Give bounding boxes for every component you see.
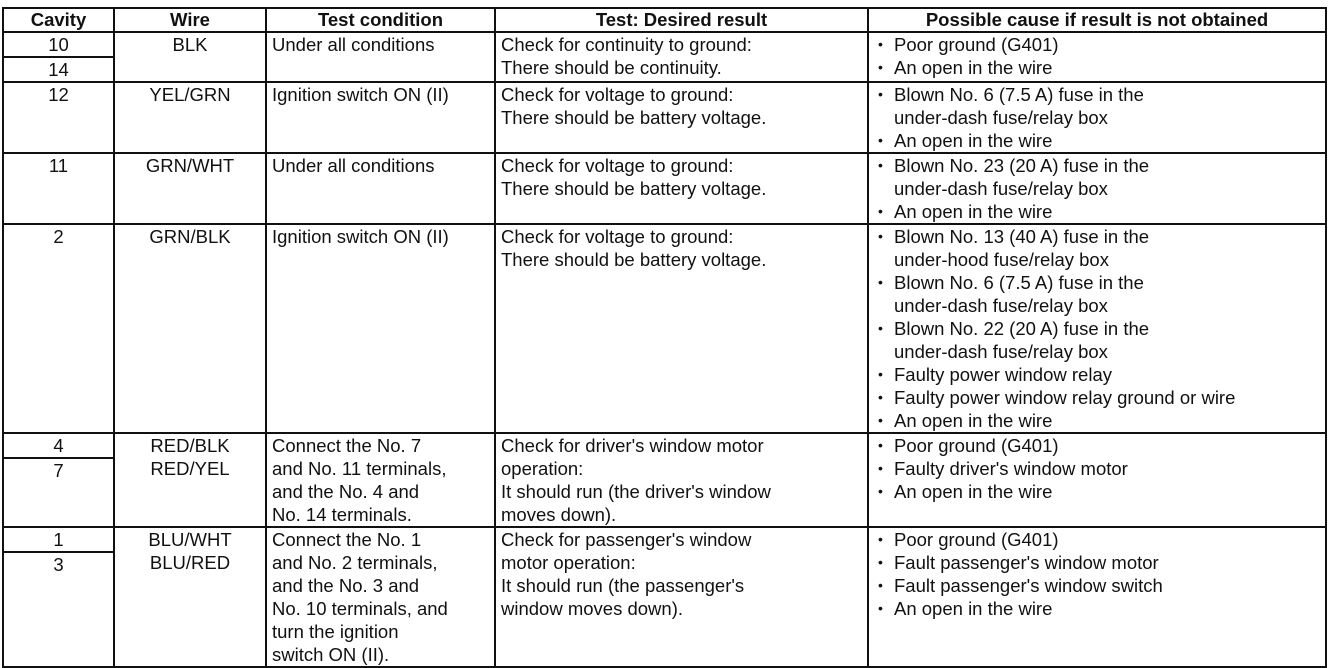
cause-item [874, 457, 1320, 480]
result-line: There should be continuity. [501, 57, 722, 78]
table-row [3, 32, 1326, 82]
wire-cell [114, 82, 266, 153]
condition-line: and the No. 3 and [272, 575, 420, 596]
test-condition-cell [266, 433, 495, 527]
possible-cause-cell [868, 433, 1326, 527]
condition-line: No. 14 terminals. [272, 504, 412, 525]
cause-text: under-dash fuse/relay box [894, 107, 1108, 128]
condition-line: No. 10 terminals, and [272, 598, 448, 619]
cause-text: • Poor ground (G401) [894, 435, 1059, 456]
cause-item [874, 83, 1320, 129]
cause-item [874, 33, 1320, 56]
possible-cause-cell [868, 527, 1326, 667]
cavity-number: 4 [4, 434, 113, 459]
wire-color: RED/BLK [150, 435, 230, 456]
wire-color: BLU/WHT [148, 529, 232, 550]
cause-item [874, 386, 1320, 409]
cause-item [874, 225, 1320, 271]
cause-text: under-hood fuse/relay box [894, 249, 1109, 270]
table-row [3, 82, 1326, 153]
cause-text: under-dash fuse/relay box [894, 178, 1108, 199]
desired-result-cell [495, 527, 868, 667]
cause-item [874, 317, 1320, 363]
cavity-number: 10 [4, 33, 113, 58]
result-line: Check for passenger's window [501, 529, 752, 550]
cause-item [874, 434, 1320, 457]
cavity-number: 12 [48, 84, 69, 105]
cause-text: under-dash fuse/relay box [894, 341, 1108, 362]
result-line: Check for voltage to ground: [501, 226, 734, 247]
cause-item [874, 154, 1320, 200]
cavity-number: 2 [53, 226, 64, 247]
cause-text: • An open in the wire [894, 201, 1053, 222]
possible-cause-cell [868, 224, 1326, 433]
table-row [3, 224, 1326, 433]
result-line: Check for voltage to ground: [501, 84, 734, 105]
cavity-number: 7 [53, 460, 64, 481]
cause-text: • An open in the wire [894, 481, 1053, 502]
condition-line: turn the ignition [272, 621, 399, 642]
test-condition-cell [266, 153, 495, 224]
cavity-cell [3, 32, 114, 82]
header-wire: Wire [114, 8, 266, 32]
wire-cell [114, 32, 266, 82]
wire-color: GRN/WHT [145, 155, 235, 176]
wire-color: RED/YEL [150, 458, 230, 479]
condition-line: Connect the No. 7 [272, 435, 422, 456]
cause-item [874, 409, 1320, 432]
cause-text: • Blown No. 13 (40 A) fuse in the [894, 226, 1150, 247]
result-line: It should run (the driver's window [501, 481, 771, 502]
wire-color: GRN/BLK [149, 226, 231, 247]
desired-result-cell [495, 32, 868, 82]
cause-item [874, 551, 1320, 574]
result-line: operation: [501, 458, 584, 479]
header-desired-result: Test: Desired result [495, 8, 868, 32]
cause-text: • Faulty power window relay ground or wire [894, 387, 1236, 408]
cause-item [874, 574, 1320, 597]
possible-cause-cell [868, 82, 1326, 153]
result-line: There should be battery voltage. [501, 178, 767, 199]
wire-cell [114, 433, 266, 527]
condition-line: and No. 11 terminals, [272, 458, 447, 479]
result-line: motor operation: [501, 552, 636, 573]
cause-text: • An open in the wire [894, 410, 1053, 431]
result-line: Check for driver's window motor [501, 435, 764, 456]
cause-item [874, 271, 1320, 317]
result-line: It should run (the passenger's [501, 575, 745, 596]
cavity-number: 3 [53, 554, 64, 575]
cause-item [874, 528, 1320, 551]
cause-text: • An open in the wire [894, 598, 1053, 619]
result-line: Check for voltage to ground: [501, 155, 734, 176]
test-condition-cell [266, 32, 495, 82]
cause-item [874, 597, 1320, 620]
cavity-number: 11 [48, 155, 69, 176]
desired-result-cell [495, 433, 868, 527]
possible-cause-cell [868, 153, 1326, 224]
cause-item [874, 480, 1320, 503]
cavity-number: 14 [48, 59, 69, 80]
condition-line: Under all conditions [272, 34, 435, 55]
cause-text: • Blown No. 23 (20 A) fuse in the [894, 155, 1150, 176]
wire-cell [114, 527, 266, 667]
cause-text: • Blown No. 22 (20 A) fuse in the [894, 318, 1150, 339]
cavity-cell [3, 82, 114, 153]
test-condition-cell [266, 527, 495, 667]
cause-item [874, 129, 1320, 152]
desired-result-cell [495, 82, 868, 153]
cause-text: • Poor ground (G401) [894, 529, 1059, 550]
cause-text: • Poor ground (G401) [894, 34, 1059, 55]
cause-text: • Blown No. 6 (7.5 A) fuse in the [894, 272, 1144, 293]
cause-item [874, 200, 1320, 223]
header-test-condition: Test condition [266, 8, 495, 32]
condition-line: Ignition switch ON (II) [272, 84, 449, 105]
desired-result-cell [495, 153, 868, 224]
wire-color: BLU/RED [149, 552, 231, 573]
wire-color: BLK [172, 34, 208, 55]
table-row [3, 153, 1326, 224]
wire-cell [114, 224, 266, 433]
condition-line: and No. 2 terminals, [272, 552, 438, 573]
condition-line: Ignition switch ON (II) [272, 226, 449, 247]
result-line: There should be battery voltage. [501, 249, 767, 270]
cause-item [874, 56, 1320, 79]
condition-line: Under all conditions [272, 155, 435, 176]
wire-cell [114, 153, 266, 224]
cavity-cell [3, 224, 114, 433]
possible-cause-cell [868, 32, 1326, 82]
cavity-cell [3, 433, 114, 527]
condition-line: and the No. 4 and [272, 481, 420, 502]
wire-color: YEL/GRN [149, 84, 231, 105]
header-cavity: Cavity [3, 8, 114, 32]
desired-result-cell [495, 224, 868, 433]
cavity-cell [3, 153, 114, 224]
cause-text: • An open in the wire [894, 57, 1053, 78]
cavity-cell [3, 527, 114, 667]
connector-test-table [2, 7, 1327, 668]
test-condition-cell [266, 82, 495, 153]
header-row [3, 8, 1326, 32]
result-line: window moves down). [501, 598, 683, 619]
header-possible-cause: Possible cause if result is not obtained [868, 8, 1326, 32]
cause-text: • Fault passenger's window motor [894, 552, 1159, 573]
cause-text: • Faulty power window relay [894, 364, 1112, 385]
cause-text: • Fault passenger's window switch [894, 575, 1163, 596]
cause-text: • An open in the wire [894, 130, 1053, 151]
result-line: There should be battery voltage. [501, 107, 767, 128]
cause-item [874, 363, 1320, 386]
condition-line: Connect the No. 1 [272, 529, 422, 550]
table-row [3, 433, 1326, 527]
table-row [3, 527, 1326, 667]
test-condition-cell [266, 224, 495, 433]
cause-text: under-dash fuse/relay box [894, 295, 1108, 316]
cause-text: • Faulty driver's window motor [894, 458, 1128, 479]
cavity-number: 1 [4, 528, 113, 553]
result-line: Check for continuity to ground: [501, 34, 752, 55]
result-line: moves down). [501, 504, 617, 525]
cause-text: • Blown No. 6 (7.5 A) fuse in the [894, 84, 1144, 105]
condition-line: switch ON (II). [272, 644, 390, 665]
